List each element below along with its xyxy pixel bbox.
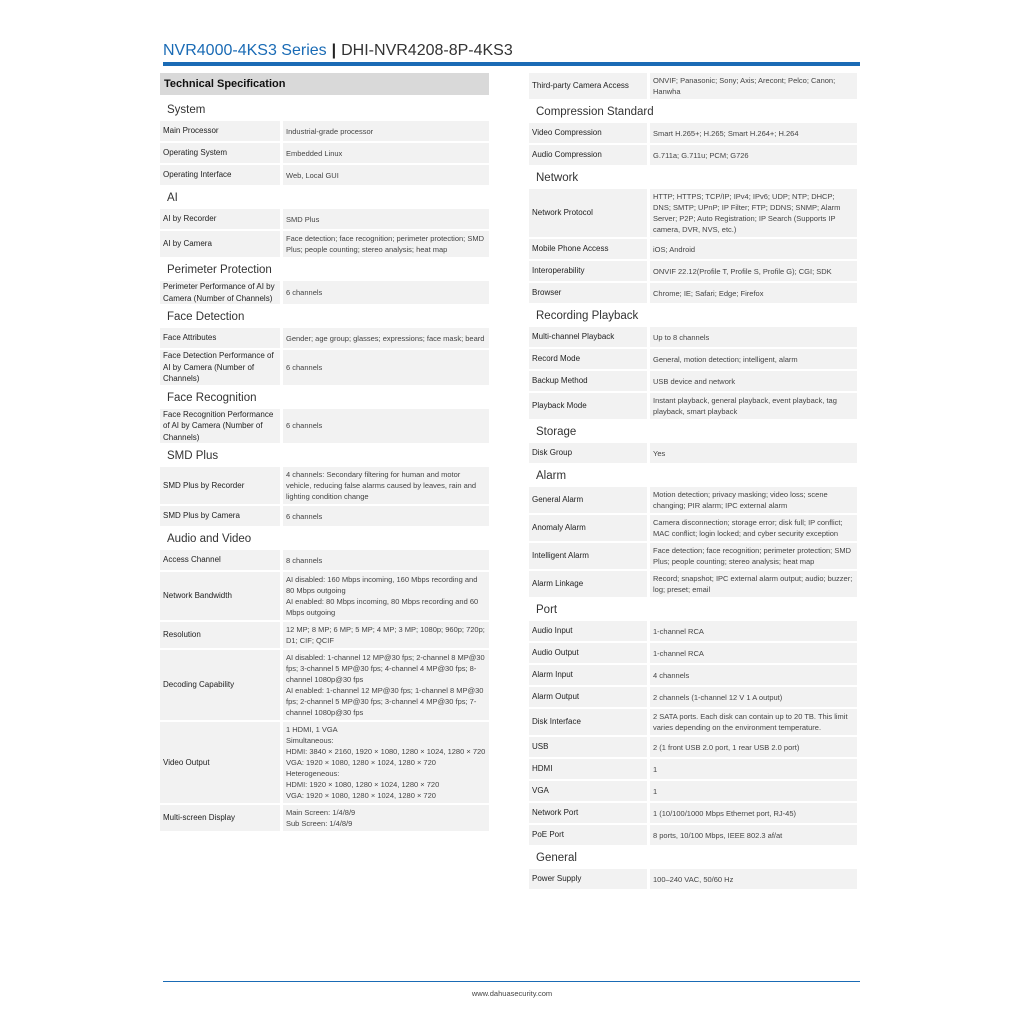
section-heading-face-detection: Face Detection <box>167 311 245 323</box>
spec-row <box>529 571 857 597</box>
spec-value: 8 ports, 10/100 Mbps, IEEE 802.3 af/at <box>650 825 857 845</box>
spec-label: Video Output <box>160 722 280 803</box>
spec-label: Mobile Phone Access <box>529 239 647 259</box>
spec-label: SMD Plus by Recorder <box>160 467 280 504</box>
spec-row <box>160 805 489 831</box>
spec-row <box>160 209 489 229</box>
spec-row <box>529 349 857 369</box>
spec-value: Web, Local GUI <box>283 165 489 185</box>
spec-label: SMD Plus by Camera <box>160 506 280 526</box>
spec-label: Perimeter Performance of AI by Camera (Number of Channels) <box>160 281 280 304</box>
series-title: NVR4000-4KS3 Series <box>163 42 327 59</box>
spec-row <box>160 572 489 620</box>
spec-value: SMD Plus <box>283 209 489 229</box>
spec-label: Audio Output <box>529 643 647 663</box>
document-header <box>163 40 860 62</box>
spec-row <box>160 328 489 348</box>
footer-rule <box>163 981 860 982</box>
spec-value: 2 (1 front USB 2.0 port, 1 rear USB 2.0 port) <box>650 737 857 757</box>
spec-row <box>529 283 857 303</box>
spec-label: Power Supply <box>529 869 647 889</box>
spec-label: Network Bandwidth <box>160 572 280 620</box>
spec-label: Face Recognition Performance of AI by Camera (Number of Channels) <box>160 409 280 444</box>
spec-value: G.711a; G.711u; PCM; G726 <box>650 145 857 165</box>
spec-row <box>529 487 857 513</box>
spec-row <box>529 543 857 569</box>
spec-row <box>529 371 857 391</box>
spec-value: Embedded Linux <box>283 143 489 163</box>
spec-row <box>160 550 489 570</box>
spec-label: Disk Interface <box>529 709 647 735</box>
spec-value: 6 channels <box>283 506 489 526</box>
section-heading-ai: AI <box>167 192 178 204</box>
left-column <box>160 73 489 833</box>
spec-row <box>529 327 857 347</box>
spec-value: Record; snapshot; IPC external alarm output; audio; buzzer; log; preset; email <box>650 571 857 597</box>
spec-label: Decoding Capability <box>160 650 280 720</box>
spec-label: Alarm Linkage <box>529 571 647 597</box>
spec-row <box>160 622 489 648</box>
spec-row <box>529 515 857 541</box>
spec-value: Instant playback, general playback, event playback, tag playback, smart playback <box>650 393 857 419</box>
spec-row <box>160 231 489 257</box>
spec-label: Video Compression <box>529 123 647 143</box>
spec-label: PoE Port <box>529 825 647 845</box>
spec-value: 4 channels <box>650 665 857 685</box>
spec-title: Technical Specification <box>160 73 489 95</box>
spec-label: AI by Recorder <box>160 209 280 229</box>
spec-label: Record Mode <box>529 349 647 369</box>
section-heading-perimeter-protection: Perimeter Protection <box>167 264 272 276</box>
spec-value: Chrome; IE; Safari; Edge; Firefox <box>650 283 857 303</box>
spec-row <box>529 443 857 463</box>
spec-value: Gender; age group; glasses; expressions; face mask; beard <box>283 328 489 348</box>
section-heading-audio-and-video: Audio and Video <box>167 533 252 545</box>
spec-row <box>529 145 857 165</box>
header-separator: | <box>331 42 337 59</box>
spec-value: Up to 8 channels <box>650 327 857 347</box>
spec-label: Audio Compression <box>529 145 647 165</box>
spec-label: Audio Input <box>529 621 647 641</box>
spec-label: Anomaly Alarm <box>529 515 647 541</box>
section-heading-system: System <box>167 104 206 116</box>
spec-value: 8 channels <box>283 550 489 570</box>
spec-row <box>529 803 857 823</box>
spec-row <box>529 73 857 99</box>
spec-label: Interoperability <box>529 261 647 281</box>
section-heading-face-recognition: Face Recognition <box>167 391 257 404</box>
spec-row <box>160 143 489 163</box>
spec-value: Main Screen: 1/4/8/9 Sub Screen: 1/4/8/9 <box>283 805 489 831</box>
spec-label: Third-party Camera Access <box>529 73 647 99</box>
spec-value: 1 HDMI, 1 VGA Simultaneous: HDMI: 3840 × 2160, 1920 × 1080, 1280 × 1024, 1280 × 720 VGA: 1920 × 1080, 1280 × 1024, 1280 × 720 Heterogeneous: HDMI: 1920 × 1080, 1280 × 1024, 1280 × 720 VGA: 1920 × 1080, 1280 × 1024, 1280 × 720 <box>283 722 489 803</box>
spec-row <box>529 393 857 419</box>
model-number: DHI-NVR4208-8P-4KS3 <box>341 42 513 59</box>
spec-row <box>160 722 489 803</box>
spec-label: Operating Interface <box>160 165 280 185</box>
spec-label: Alarm Output <box>529 687 647 707</box>
spec-value: 2 SATA ports. Each disk can contain up to 20 TB. This limit varies depending on the environment temperature. <box>650 709 857 735</box>
spec-label: VGA <box>529 781 647 801</box>
spec-value: Face detection; face recognition; perimeter protection; SMD Plus; people counting; stereo analysis; heat map <box>283 231 489 257</box>
spec-label: Main Processor <box>160 121 280 141</box>
spec-label: Network Port <box>529 803 647 823</box>
spec-value: Camera disconnection; storage error; disk full; IP conflict; MAC conflict; login locked; and cyber security exception <box>650 515 857 541</box>
spec-row <box>160 467 489 504</box>
section-heading-network: Network <box>536 172 579 184</box>
spec-value: 2 channels (1-channel 12 V 1 A output) <box>650 687 857 707</box>
footer-url: www.dahuasecurity.com <box>471 989 553 998</box>
spec-label: AI by Camera <box>160 231 280 257</box>
spec-value: 6 channels <box>283 281 489 304</box>
right-column <box>529 73 857 891</box>
spec-label: HDMI <box>529 759 647 779</box>
spec-value: Industrial-grade processor <box>283 121 489 141</box>
section-heading-alarm: Alarm <box>536 470 567 482</box>
spec-label: Alarm Input <box>529 665 647 685</box>
spec-value: 100–240 VAC, 50/60 Hz <box>650 869 857 889</box>
spec-row <box>160 409 489 444</box>
spec-value: 12 MP; 8 MP; 6 MP; 5 MP; 4 MP; 3 MP; 1080p; 960p; 720p; D1; CIF; QCIF <box>283 622 489 648</box>
spec-row <box>160 281 489 304</box>
spec-row <box>529 621 857 641</box>
spec-label: Browser <box>529 283 647 303</box>
spec-label: Face Attributes <box>160 328 280 348</box>
spec-row <box>529 189 857 237</box>
spec-row <box>160 121 489 141</box>
spec-row <box>529 261 857 281</box>
spec-value: ONVIF; Panasonic; Sony; Axis; Arecont; Pelco; Canon; Hanwha <box>650 73 857 99</box>
spec-value: 1 <box>650 781 857 801</box>
spec-row <box>160 350 489 385</box>
spec-value: ONVIF 22.12(Profile T, Profile S, Profile G); CGI; SDK <box>650 261 857 281</box>
spec-row <box>529 825 857 845</box>
spec-row <box>160 650 489 720</box>
spec-label: Operating System <box>160 143 280 163</box>
section-heading-smd-plus: SMD Plus <box>167 450 219 462</box>
spec-label: Network Protocol <box>529 189 647 237</box>
spec-row <box>160 165 489 185</box>
section-heading-recording-playback: Recording Playback <box>536 310 639 322</box>
spec-label: Access Channel <box>160 550 280 570</box>
spec-value: iOS; Android <box>650 239 857 259</box>
spec-label: Backup Method <box>529 371 647 391</box>
spec-value: USB device and network <box>650 371 857 391</box>
spec-value: 4 channels: Secondary filtering for human and motor vehicle, reducing false alarms caused by leaves, rain and lighting condition change <box>283 467 489 504</box>
spec-value: Motion detection; privacy masking; video loss; scene changing; PIR alarm; IPC external alarm <box>650 487 857 513</box>
spec-label: Intelligent Alarm <box>529 543 647 569</box>
spec-value: 1-channel RCA <box>650 621 857 641</box>
header-rule <box>163 62 860 66</box>
spec-value: 1 (10/100/1000 Mbps Ethernet port, RJ-45) <box>650 803 857 823</box>
spec-row <box>529 239 857 259</box>
spec-label: Disk Group <box>529 443 647 463</box>
section-heading-port: Port <box>536 604 558 616</box>
spec-value: 6 channels <box>283 409 489 444</box>
spec-row <box>529 737 857 757</box>
spec-value: AI disabled: 160 Mbps incoming, 160 Mbps recording and 80 Mbps outgoing AI enabled: 80 Mbps incoming, 80 Mbps recording and 60 Mbps outgoing <box>283 572 489 620</box>
spec-row <box>529 759 857 779</box>
spec-value: AI disabled: 1-channel 12 MP@30 fps; 2-channel 8 MP@30 fps; 3-channel 5 MP@30 fps; 4-channel 4 MP@30 fps; 8-channel 1080p@30 fps AI enabled: 1-channel 12 MP@30 fps; 1-channel 8 MP@30 fps; 2-channel 5 MP@30 fps; 3-channel 4 MP@30 fps; 7-channel 1080p@30 fps <box>283 650 489 720</box>
spec-label: Face Detection Performance of AI by Camera (Number of Channels) <box>160 350 280 385</box>
spec-value: 1-channel RCA <box>650 643 857 663</box>
spec-value: General, motion detection; intelligent, alarm <box>650 349 857 369</box>
section-heading-general: General <box>536 852 577 864</box>
spec-label: General Alarm <box>529 487 647 513</box>
spec-label: Multi-screen Display <box>160 805 280 831</box>
spec-label: Playback Mode <box>529 393 647 419</box>
spec-row <box>529 781 857 801</box>
spec-value: HTTP; HTTPS; TCP/IP; IPv4; IPv6; UDP; NTP; DHCP; DNS; SMTP; UPnP; IP Filter; FTP; DDNS; SNMP; Alarm Server; P2P; Auto Registration; IP Search (Supports IP camera, DVR, NVS, etc.) <box>650 189 857 237</box>
spec-value: 6 channels <box>283 350 489 385</box>
spec-row <box>529 643 857 663</box>
spec-row <box>529 869 857 889</box>
spec-value: 1 <box>650 759 857 779</box>
spec-row <box>529 709 857 735</box>
spec-label: USB <box>529 737 647 757</box>
spec-row <box>529 665 857 685</box>
spec-value: Face detection; face recognition; perimeter protection; SMD Plus; people counting; stereo analysis; heat map <box>650 543 857 569</box>
spec-label: Resolution <box>160 622 280 648</box>
spec-row <box>529 123 857 143</box>
spec-row <box>529 687 857 707</box>
spec-value: Yes <box>650 443 857 463</box>
section-heading-compression-standard: Compression Standard <box>536 106 654 118</box>
spec-label: Multi-channel Playback <box>529 327 647 347</box>
spec-row <box>160 506 489 526</box>
section-heading-storage: Storage <box>536 426 577 438</box>
spec-value: Smart H.265+; H.265; Smart H.264+; H.264 <box>650 123 857 143</box>
